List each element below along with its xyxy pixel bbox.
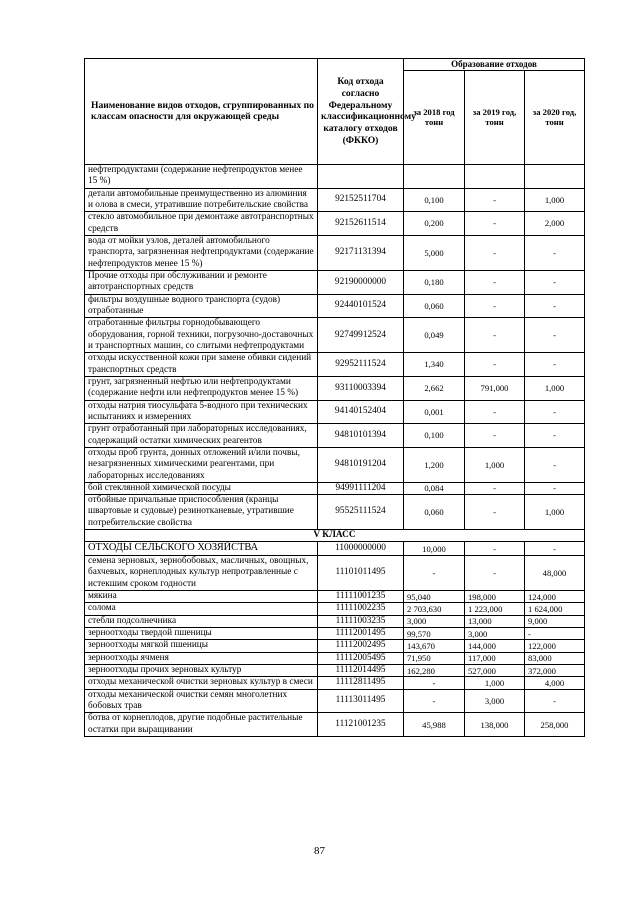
waste-code-cell: 11111001235	[318, 591, 404, 603]
waste-name-cell: ОТХОДЫ СЕЛЬСКОГО ХОЗЯЙСТВА	[85, 542, 318, 556]
table-row	[85, 689, 585, 713]
value-2018-cell: 3,000	[404, 615, 465, 627]
value-2019-cell: 3,000	[465, 689, 525, 713]
value-2020-cell: -	[525, 447, 585, 482]
code-column-header: Код отхода согласно Федеральному классификационному каталогу отходов (ФККО)	[318, 59, 404, 165]
table-row	[85, 640, 585, 652]
value-2020-cell: 9,000	[525, 615, 585, 627]
value-2018-cell: 2,662	[404, 376, 465, 400]
value-2019-cell: -	[465, 270, 525, 294]
value-2019-cell: -	[465, 188, 525, 212]
waste-code-cell: 11111002235	[318, 603, 404, 615]
table-row	[85, 603, 585, 615]
value-2018-cell: 1,200	[404, 447, 465, 482]
value-2020-cell: 48,000	[525, 556, 585, 591]
waste-code-cell: 11101011495	[318, 556, 404, 591]
waste-name-cell: зерноотходы ячменя	[85, 652, 318, 664]
value-2019-cell: 527,000	[465, 665, 525, 677]
waste-name-cell: зерноотходы твердой пшеницы	[85, 628, 318, 640]
waste-code-cell: 95525111524	[318, 495, 404, 530]
waste-code-cell: 92171131394	[318, 235, 404, 270]
value-2019-cell: -	[465, 556, 525, 591]
year-2020-header: за 2020 год, тонн	[525, 70, 585, 164]
value-2018-cell: -	[404, 677, 465, 689]
waste-name-cell: детали автомобильные преимущественно из алюминия и олова в смеси, утратившие потребительские свойства	[85, 188, 318, 212]
table-row	[85, 665, 585, 677]
waste-name-cell: вода от мойки узлов, деталей автомобильного транспорта, загрязненная нефтепродуктами (содержание нефтепродуктов менее 15 %)	[85, 235, 318, 270]
waste-code-cell: 11112002495	[318, 640, 404, 652]
value-2020-cell: -	[525, 235, 585, 270]
value-2019-cell: 791,000	[465, 376, 525, 400]
waste-code-cell: 11112014495	[318, 665, 404, 677]
waste-code-cell: 92440101524	[318, 294, 404, 318]
table-row	[85, 376, 585, 400]
value-2019-cell: 144,000	[465, 640, 525, 652]
value-2018-cell: 0,001	[404, 400, 465, 424]
waste-code-cell: 94991111204	[318, 482, 404, 494]
table-row	[85, 212, 585, 236]
waste-name-cell: отходы натрия тиосульфата 5-водного при технических испытаниях и измерениях	[85, 400, 318, 424]
waste-code-cell	[318, 164, 404, 188]
value-2020-cell: 372,000	[525, 665, 585, 677]
value-2020-cell: 4,000	[525, 677, 585, 689]
value-2018-cell: -	[404, 689, 465, 713]
table-row	[85, 677, 585, 689]
value-2018-cell: 99,570	[404, 628, 465, 640]
value-2018-cell: 5,000	[404, 235, 465, 270]
value-2018-cell: 10,000	[404, 542, 465, 556]
value-2020-cell: 1 624,000	[525, 603, 585, 615]
waste-generation-header: Образование отходов	[404, 59, 585, 71]
table-row	[85, 495, 585, 530]
value-2019-cell: 1,000	[465, 677, 525, 689]
waste-name-cell: ботва от корнеплодов, другие подобные растительные остатки при выращивании	[85, 713, 318, 737]
waste-name-cell: отработанные фильтры горнодобывающего оборудования, горной техники, погрузочно-доставочных и транспортных машин, со слитыми нефтепродуктами	[85, 318, 318, 353]
waste-code-cell: 92190000000	[318, 270, 404, 294]
waste-name-cell: отбойные причальные приспособления (кранцы швартовые и судовые) резинотканевые, утратившие потребительские свойства	[85, 495, 318, 530]
waste-name-cell: стекло автомобильное при демонтаже автотранспортных средств	[85, 212, 318, 236]
value-2018-cell: 45,988	[404, 713, 465, 737]
header-row-1	[85, 59, 585, 71]
value-2020-cell: 1,000	[525, 188, 585, 212]
value-2020-cell: 1,000	[525, 495, 585, 530]
waste-name-cell: отходы механической очистки семян многолетних бобовых трав	[85, 689, 318, 713]
waste-name-cell: отходы проб грунта, донных отложений и/или почвы, незагрязненных химическими реагентами, при лабораторных исследованиях	[85, 447, 318, 482]
value-2018-cell: 2 703,630	[404, 603, 465, 615]
value-2018-cell: 0,180	[404, 270, 465, 294]
value-2018-cell: 0,100	[404, 424, 465, 448]
value-2020-cell: 83,000	[525, 652, 585, 664]
value-2020-cell: -	[525, 400, 585, 424]
waste-code-cell: 92749912524	[318, 318, 404, 353]
value-2019-cell: -	[465, 400, 525, 424]
value-2020-cell: -	[525, 689, 585, 713]
table-body-before	[85, 164, 585, 529]
value-2018-cell: 0,084	[404, 482, 465, 494]
class-section	[85, 530, 585, 542]
value-2019-cell: -	[465, 318, 525, 353]
waste-code-cell: 11000000000	[318, 542, 404, 556]
value-2019-cell: 198,000	[465, 591, 525, 603]
table-row	[85, 591, 585, 603]
value-2020-cell	[525, 164, 585, 188]
value-2019-cell: 117,000	[465, 652, 525, 664]
value-2020-cell: 124,000	[525, 591, 585, 603]
waste-code-cell: 94810191204	[318, 447, 404, 482]
waste-code-cell: 94140152404	[318, 400, 404, 424]
waste-code-cell: 11112811495	[318, 677, 404, 689]
table-row	[85, 353, 585, 377]
value-2019-cell: 3,000	[465, 628, 525, 640]
waste-name-cell: бой стеклянной химической посуды	[85, 482, 318, 494]
table-row	[85, 556, 585, 591]
table-row	[85, 615, 585, 627]
value-2020-cell: -	[525, 353, 585, 377]
table-row	[85, 318, 585, 353]
table-row	[85, 628, 585, 640]
waste-code-cell: 92152611514	[318, 212, 404, 236]
waste-code-cell: 11121001235	[318, 713, 404, 737]
table-row	[85, 188, 585, 212]
value-2020-cell: 122,000	[525, 640, 585, 652]
waste-name-cell: отходы механической очистки зерновых культур в смеси	[85, 677, 318, 689]
waste-code-cell: 11113011495	[318, 689, 404, 713]
value-2020-cell: -	[525, 270, 585, 294]
value-2018-cell: 1,340	[404, 353, 465, 377]
table-row	[85, 400, 585, 424]
waste-code-cell: 11112005495	[318, 652, 404, 664]
value-2019-cell: -	[465, 542, 525, 556]
waste-code-cell: 11111003235	[318, 615, 404, 627]
value-2019-cell: -	[465, 424, 525, 448]
table-row	[85, 270, 585, 294]
table-row	[85, 294, 585, 318]
waste-table	[84, 58, 585, 737]
table-body-after	[85, 542, 585, 737]
value-2019-cell: 13,000	[465, 615, 525, 627]
waste-name-cell: семена зерновых, зернобобовых, масличных, овощных, бахчевых, корнеплодных культур непротравленные с истекшим сроком годности	[85, 556, 318, 591]
year-2019-header: за 2019 год, тонн	[465, 70, 525, 164]
waste-name-cell: грунт, загрязненный нефтью или нефтепродуктами (содержание нефти или нефтепродуктов менее 15 %)	[85, 376, 318, 400]
value-2018-cell: 0,200	[404, 212, 465, 236]
value-2018-cell: 162,280	[404, 665, 465, 677]
value-2020-cell: -	[525, 542, 585, 556]
waste-code-cell: 92152511704	[318, 188, 404, 212]
waste-name-cell: солома	[85, 603, 318, 615]
value-2018-cell: 71,950	[404, 652, 465, 664]
value-2018-cell: 143,670	[404, 640, 465, 652]
value-2020-cell: 2,000	[525, 212, 585, 236]
value-2019-cell: -	[465, 353, 525, 377]
waste-name-cell: стебли подсолнечника	[85, 615, 318, 627]
value-2020-cell: -	[525, 482, 585, 494]
page-number: 87	[314, 845, 325, 857]
waste-code-cell: 92952111524	[318, 353, 404, 377]
table-row	[85, 482, 585, 494]
value-2018-cell: 0,060	[404, 294, 465, 318]
waste-code-cell: 11112001495	[318, 628, 404, 640]
value-2019-cell: -	[465, 495, 525, 530]
value-2019-cell: -	[465, 212, 525, 236]
value-2019-cell: -	[465, 235, 525, 270]
value-2020-cell: -	[525, 318, 585, 353]
document-page	[84, 58, 584, 737]
waste-code-cell: 93110003394	[318, 376, 404, 400]
table-row	[85, 235, 585, 270]
year-2018-header: за 2018 год тонн	[404, 70, 465, 164]
value-2018-cell	[404, 164, 465, 188]
value-2019-cell: 1,000	[465, 447, 525, 482]
value-2020-cell: -	[525, 294, 585, 318]
value-2019-cell: 138,000	[465, 713, 525, 737]
value-2018-cell: 0,060	[404, 495, 465, 530]
value-2020-cell: 258,000	[525, 713, 585, 737]
waste-name-cell: нефтепродуктами (содержание нефтепродуктов менее 15 %)	[85, 164, 318, 188]
value-2019-cell: -	[465, 294, 525, 318]
waste-code-cell: 94810101394	[318, 424, 404, 448]
waste-name-cell: мякина	[85, 591, 318, 603]
table-row	[85, 424, 585, 448]
table-row	[85, 447, 585, 482]
table-row	[85, 713, 585, 737]
waste-name-cell: Прочие отходы при обслуживании и ремонте автотранспортных средств	[85, 270, 318, 294]
waste-name-cell: зерноотходы мягкой пшеницы	[85, 640, 318, 652]
hazard-class-label: V КЛАСС	[85, 530, 585, 542]
value-2020-cell: -	[525, 628, 585, 640]
name-column-header: Наименование видов отходов, сгруппированных по классам опасности для окружающей среды	[85, 59, 318, 165]
waste-name-cell: зерноотходы прочих зерновых культур	[85, 665, 318, 677]
table-row	[85, 652, 585, 664]
value-2019-cell: -	[465, 482, 525, 494]
table-row	[85, 542, 585, 556]
value-2019-cell: 1 223,000	[465, 603, 525, 615]
waste-name-cell: фильтры воздушные водного транспорта (судов) отработанные	[85, 294, 318, 318]
value-2020-cell: -	[525, 424, 585, 448]
value-2018-cell: -	[404, 556, 465, 591]
value-2020-cell: 1,000	[525, 376, 585, 400]
waste-name-cell: грунт отработанный при лабораторных исследованиях, содержащий остатки химических реагентов	[85, 424, 318, 448]
value-2018-cell: 0,100	[404, 188, 465, 212]
table-row	[85, 164, 585, 188]
value-2018-cell: 95,040	[404, 591, 465, 603]
class-row	[85, 530, 585, 542]
waste-name-cell: отходы искусственной кожи при замене обивки сидений транспортных средств	[85, 353, 318, 377]
value-2018-cell: 0,049	[404, 318, 465, 353]
value-2019-cell	[465, 164, 525, 188]
